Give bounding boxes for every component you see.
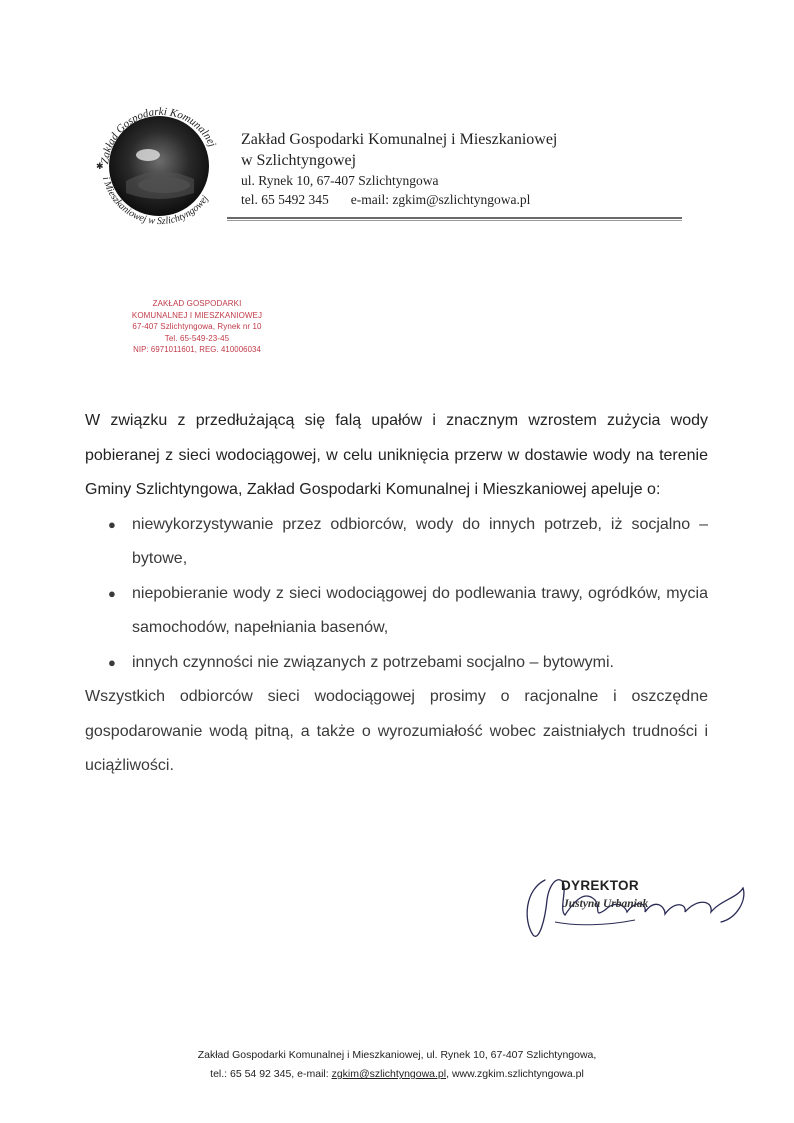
- footer-contact: [0, 1065, 794, 1084]
- intro-paragraph: W związku z przedłużającą się falą upałów i znacznym wzrostem zużycia wody pobieranej z sieci wodociągowej, w celu uniknięcia przerw w dostawie wody na terenie Gminy Szlichtyngowa, Zakład Gospodarki Komunalnej i Mieszkaniowej apeluje o:: [85, 412, 708, 498]
- footer-email-link[interactable]: zgkim@szlichtyngowa.pl: [331, 1068, 447, 1080]
- stamp-line2: KOMUNALNEJ I MIESZKANIOWEJ: [131, 310, 263, 320]
- stamp-line4: Tel. 65-549-23-45: [164, 333, 230, 343]
- letterhead-address: ul. Rynek 10, 67-407 Szlichtyngowa: [241, 173, 439, 188]
- stamp-line5: NIP: 6971011601, REG. 410006034: [133, 345, 261, 355]
- footer-separator: ,: [446, 1068, 452, 1080]
- footer-website-link[interactable]: www.zgkim.szlichtyngowa.pl: [451, 1068, 584, 1080]
- seal-ring-text-bottom: i Mieszkaniowej w Szlichtyngowej: [100, 175, 211, 228]
- signer-title: DYREKTOR: [561, 878, 639, 893]
- seal-star-icon: ✱: [96, 161, 104, 171]
- stamp-line3: 67-407 Szlichtyngowa, Rynek nr 10: [132, 322, 262, 332]
- appeal-list: [85, 508, 708, 681]
- list-item: [85, 508, 708, 577]
- footer-address: Zakład Gospodarki Komunalnej i Mieszkaniowej, ul. Rynek 10, 67-407 Szlichtyngowa,: [197, 1049, 597, 1061]
- letterhead-contact: [241, 192, 530, 208]
- org-name-line2: w Szlichtyngowej: [241, 152, 357, 169]
- bullet-icon: ●: [108, 585, 116, 601]
- org-name-line1: Zakład Gospodarki Komunalnej i Mieszkaniowej: [241, 131, 558, 148]
- organization-seal-logo: [86, 93, 232, 239]
- letterhead-divider: [227, 217, 682, 223]
- list-item-text: niepobieranie wody z sieci wodociągowej do podlewania trawy, ogródków, mycia samochodów, napełniania basenów,: [132, 584, 708, 636]
- bullet-icon: ●: [108, 516, 116, 532]
- closing-paragraph: Wszystkich odbiorców sieci wodociągowej prosimy o racjonalne i oszczędne gospodarowanie wodą pitną, a także o wyrozumiałość wobec zaistniałych trudności i uciążliwości.: [85, 688, 708, 774]
- list-item: [85, 646, 708, 681]
- seal-ring-text-top: Zakład Gospodarki Komunalnej: [99, 105, 219, 165]
- letter-body: [85, 404, 708, 784]
- letterhead-email: e-mail: zgkim@szlichtyngowa.pl: [350, 192, 531, 207]
- list-item-text: niewykorzystywanie przez odbiorców, wody do innych potrzeb, iż socjalno – bytowe,: [132, 515, 708, 567]
- letterhead-phone: tel. 65 5492 345: [241, 192, 329, 207]
- page-footer: [0, 1046, 794, 1084]
- stamp-line1: ZAKŁAD GOSPODARKI: [152, 299, 242, 308]
- list-item-text: innych czynności nie związanych z potrzebami socjalno – bytowymi.: [132, 653, 614, 671]
- bullet-icon: ●: [108, 654, 116, 670]
- list-item: [85, 577, 708, 646]
- company-stamp: [108, 298, 286, 356]
- letterhead-org-name: [241, 129, 557, 171]
- footer-phone: tel.: 65 54 92 345, e-mail:: [210, 1068, 332, 1080]
- signer-name: Justyna Urbaniak: [563, 898, 649, 910]
